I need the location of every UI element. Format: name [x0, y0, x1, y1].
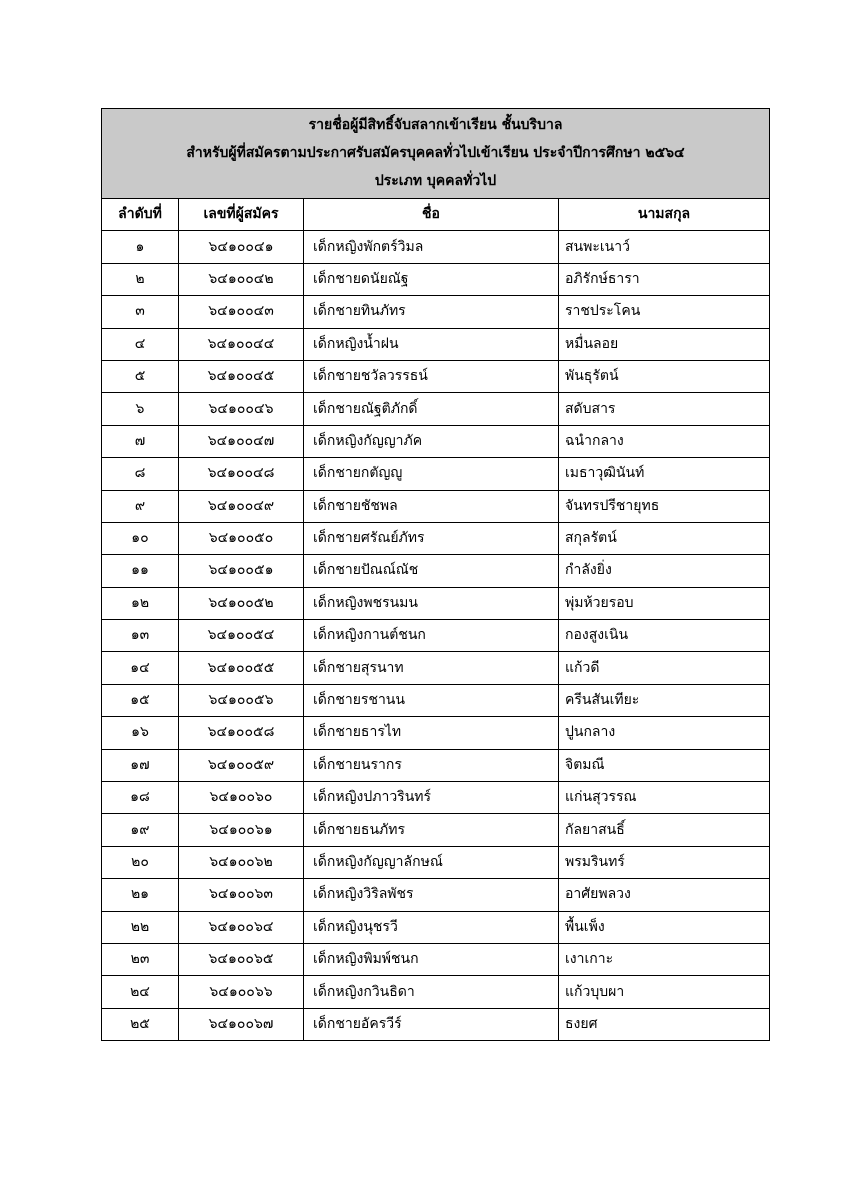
applicant-id: ๖๔๑๐๐๔๖	[179, 393, 304, 425]
applicant-id: ๖๔๑๐๐๖๑	[179, 814, 304, 846]
table-row	[102, 684, 770, 716]
applicant-surname: หมื่นลอย	[559, 328, 770, 360]
row-number: ๔	[102, 328, 179, 360]
table-row	[102, 749, 770, 781]
applicant-surname: กัลยาสนธิ์	[559, 814, 770, 846]
column-header-surname: นามสกุล	[559, 199, 770, 231]
applicant-name: เด็กหญิงวิริลพัชร	[304, 879, 559, 911]
applicant-surname: ปูนกลาง	[559, 717, 770, 749]
table-title-row	[102, 109, 770, 199]
applicant-id: ๖๔๑๐๐๖๗	[179, 1008, 304, 1040]
row-number: ๑๘	[102, 782, 179, 814]
row-number: ๑๒	[102, 587, 179, 619]
column-header-no: ลำดับที่	[102, 199, 179, 231]
table-body	[102, 231, 770, 1041]
table-row	[102, 652, 770, 684]
row-number: ๕	[102, 360, 179, 392]
row-number: ๑๔	[102, 652, 179, 684]
applicant-id: ๖๔๑๐๐๖๕	[179, 943, 304, 975]
table-row	[102, 522, 770, 554]
applicant-id: ๖๔๑๐๐๕๖	[179, 684, 304, 716]
table-row	[102, 360, 770, 392]
applicant-name: เด็กหญิงกานต์ชนก	[304, 620, 559, 652]
applicant-surname: ราชประโคน	[559, 296, 770, 328]
applicant-id: ๖๔๑๐๐๕๘	[179, 717, 304, 749]
applicant-name: เด็กชายทินภัทร	[304, 296, 559, 328]
applicant-name: เด็กหญิงกวินธิดา	[304, 976, 559, 1008]
applicant-name: เด็กหญิงปภาวรินทร์	[304, 782, 559, 814]
table-row	[102, 782, 770, 814]
column-header-name: ชื่อ	[304, 199, 559, 231]
table-row	[102, 425, 770, 457]
table-row	[102, 814, 770, 846]
applicant-name: เด็กชายดนัยณัฐ	[304, 263, 559, 295]
row-number: ๗	[102, 425, 179, 457]
row-number: ๒๑	[102, 879, 179, 911]
applicant-id: ๖๔๑๐๐๕๐	[179, 522, 304, 554]
title-line-3: ประเภท บุคคลทั่วไป	[374, 173, 497, 189]
row-number: ๑	[102, 231, 179, 263]
applicant-name: เด็กชายธารไท	[304, 717, 559, 749]
applicant-name: เด็กหญิงกัญญาภัค	[304, 425, 559, 457]
applicant-id: ๖๔๑๐๐๕๒	[179, 587, 304, 619]
applicant-id: ๖๔๑๐๐๕๙	[179, 749, 304, 781]
table-row	[102, 393, 770, 425]
applicant-surname: อาศัยพลวง	[559, 879, 770, 911]
applicant-surname: พรมรินทร์	[559, 846, 770, 878]
applicant-surname: จิตมณี	[559, 749, 770, 781]
applicant-name: เด็กชายชวัลวรรธน์	[304, 360, 559, 392]
applicant-surname: ฉนำกลาง	[559, 425, 770, 457]
applicant-id: ๖๔๑๐๐๔๑	[179, 231, 304, 263]
table-row	[102, 1008, 770, 1040]
applicant-name: เด็กหญิงพิมพ์ชนก	[304, 943, 559, 975]
row-number: ๑๗	[102, 749, 179, 781]
table-row	[102, 911, 770, 943]
applicant-name: เด็กหญิงพชรนมน	[304, 587, 559, 619]
applicant-surname: กองสูงเนิน	[559, 620, 770, 652]
applicant-surname: แก้วดี	[559, 652, 770, 684]
applicant-surname: พุ่มห้วยรอบ	[559, 587, 770, 619]
applicant-name: เด็กชายชัชพล	[304, 490, 559, 522]
column-header-row	[102, 199, 770, 231]
applicant-id: ๖๔๑๐๐๔๙	[179, 490, 304, 522]
table-row	[102, 458, 770, 490]
table-row	[102, 231, 770, 263]
applicant-id: ๖๔๑๐๐๔๒	[179, 263, 304, 295]
row-number: ๑๙	[102, 814, 179, 846]
applicant-surname: แก้วบุบผา	[559, 976, 770, 1008]
table-row	[102, 717, 770, 749]
applicant-name: เด็กชายสุรนาท	[304, 652, 559, 684]
applicant-id: ๖๔๑๐๐๕๕	[179, 652, 304, 684]
table-row	[102, 263, 770, 295]
applicant-surname: สนพะเนาว์	[559, 231, 770, 263]
row-number: ๒๐	[102, 846, 179, 878]
table-row	[102, 555, 770, 587]
row-number: ๙	[102, 490, 179, 522]
applicant-surname: พันธุรัตน์	[559, 360, 770, 392]
table-row	[102, 328, 770, 360]
table-row	[102, 620, 770, 652]
table-row	[102, 490, 770, 522]
applicant-name: เด็กชายอัครวีร์	[304, 1008, 559, 1040]
applicant-name: เด็กชายนรากร	[304, 749, 559, 781]
applicant-name: เด็กหญิงพักตร์วิมล	[304, 231, 559, 263]
applicant-id: ๖๔๑๐๐๖๔	[179, 911, 304, 943]
applicant-id: ๖๔๑๐๐๔๕	[179, 360, 304, 392]
applicant-name: เด็กชายณัฐติภักดิ์	[304, 393, 559, 425]
applicant-name: เด็กหญิงกัญญาลักษณ์	[304, 846, 559, 878]
applicant-surname: พื้นเพ็ง	[559, 911, 770, 943]
row-number: ๘	[102, 458, 179, 490]
applicant-name: เด็กชายกตัญญู	[304, 458, 559, 490]
applicant-name: เด็กชายรชานน	[304, 684, 559, 716]
row-number: ๑๐	[102, 522, 179, 554]
applicant-surname: เมธาวุฒินันท์	[559, 458, 770, 490]
applicant-surname: สกุลรัตน์	[559, 522, 770, 554]
row-number: ๑๓	[102, 620, 179, 652]
table-row	[102, 976, 770, 1008]
table-row	[102, 846, 770, 878]
applicant-name: เด็กชายธนภัทร	[304, 814, 559, 846]
row-number: ๖	[102, 393, 179, 425]
applicant-name: เด็กชายปัณณ์ณัช	[304, 555, 559, 587]
applicant-surname: อภิรักษ์ธารา	[559, 263, 770, 295]
applicant-name: เด็กหญิงนุชรวี	[304, 911, 559, 943]
title-line-2: สำหรับผู้ที่สมัครตามประกาศรับสมัครบุคคลทั่วไปเข้าเรียน ประจำปีการศึกษา ๒๕๖๔	[186, 145, 685, 161]
applicant-id: ๖๔๑๐๐๖๓	[179, 879, 304, 911]
table-row	[102, 587, 770, 619]
row-number: ๒๓	[102, 943, 179, 975]
applicant-id: ๖๔๑๐๐๔๓	[179, 296, 304, 328]
applicant-name: เด็กชายศรัณย์ภัทร	[304, 522, 559, 554]
row-number: ๑๕	[102, 684, 179, 716]
row-number: ๒๕	[102, 1008, 179, 1040]
applicant-table	[101, 108, 770, 1041]
applicant-surname: กำลังยิ่ง	[559, 555, 770, 587]
title-line-1: รายชื่อผู้มีสิทธิ์จับสลากเข้าเรียน ชั้นบริบาล	[308, 117, 563, 133]
applicant-surname: ครีนสันเทียะ	[559, 684, 770, 716]
row-number: ๑๖	[102, 717, 179, 749]
applicant-name: เด็กหญิงน้ำฝน	[304, 328, 559, 360]
table-title	[102, 109, 770, 199]
row-number: ๒๒	[102, 911, 179, 943]
applicant-id: ๖๔๑๐๐๔๗	[179, 425, 304, 457]
applicant-id: ๖๔๑๐๐๔๔	[179, 328, 304, 360]
applicant-surname: จันทรปรีชายุทธ	[559, 490, 770, 522]
applicant-id: ๖๔๑๐๐๕๑	[179, 555, 304, 587]
column-header-app-id: เลขที่ผู้สมัคร	[179, 199, 304, 231]
row-number: ๑๑	[102, 555, 179, 587]
applicant-surname: เงาเกาะ	[559, 943, 770, 975]
applicant-id: ๖๔๑๐๐๖๐	[179, 782, 304, 814]
table-row	[102, 296, 770, 328]
applicant-id: ๖๔๑๐๐๕๔	[179, 620, 304, 652]
table-row	[102, 879, 770, 911]
applicant-id: ๖๔๑๐๐๖๖	[179, 976, 304, 1008]
row-number: ๒	[102, 263, 179, 295]
row-number: ๓	[102, 296, 179, 328]
row-number: ๒๔	[102, 976, 179, 1008]
applicant-surname: สดับสาร	[559, 393, 770, 425]
applicant-surname: ธงยศ	[559, 1008, 770, 1040]
applicant-surname: แก่นสุวรรณ	[559, 782, 770, 814]
applicant-id: ๖๔๑๐๐๔๘	[179, 458, 304, 490]
applicant-id: ๖๔๑๐๐๖๒	[179, 846, 304, 878]
table-row	[102, 943, 770, 975]
